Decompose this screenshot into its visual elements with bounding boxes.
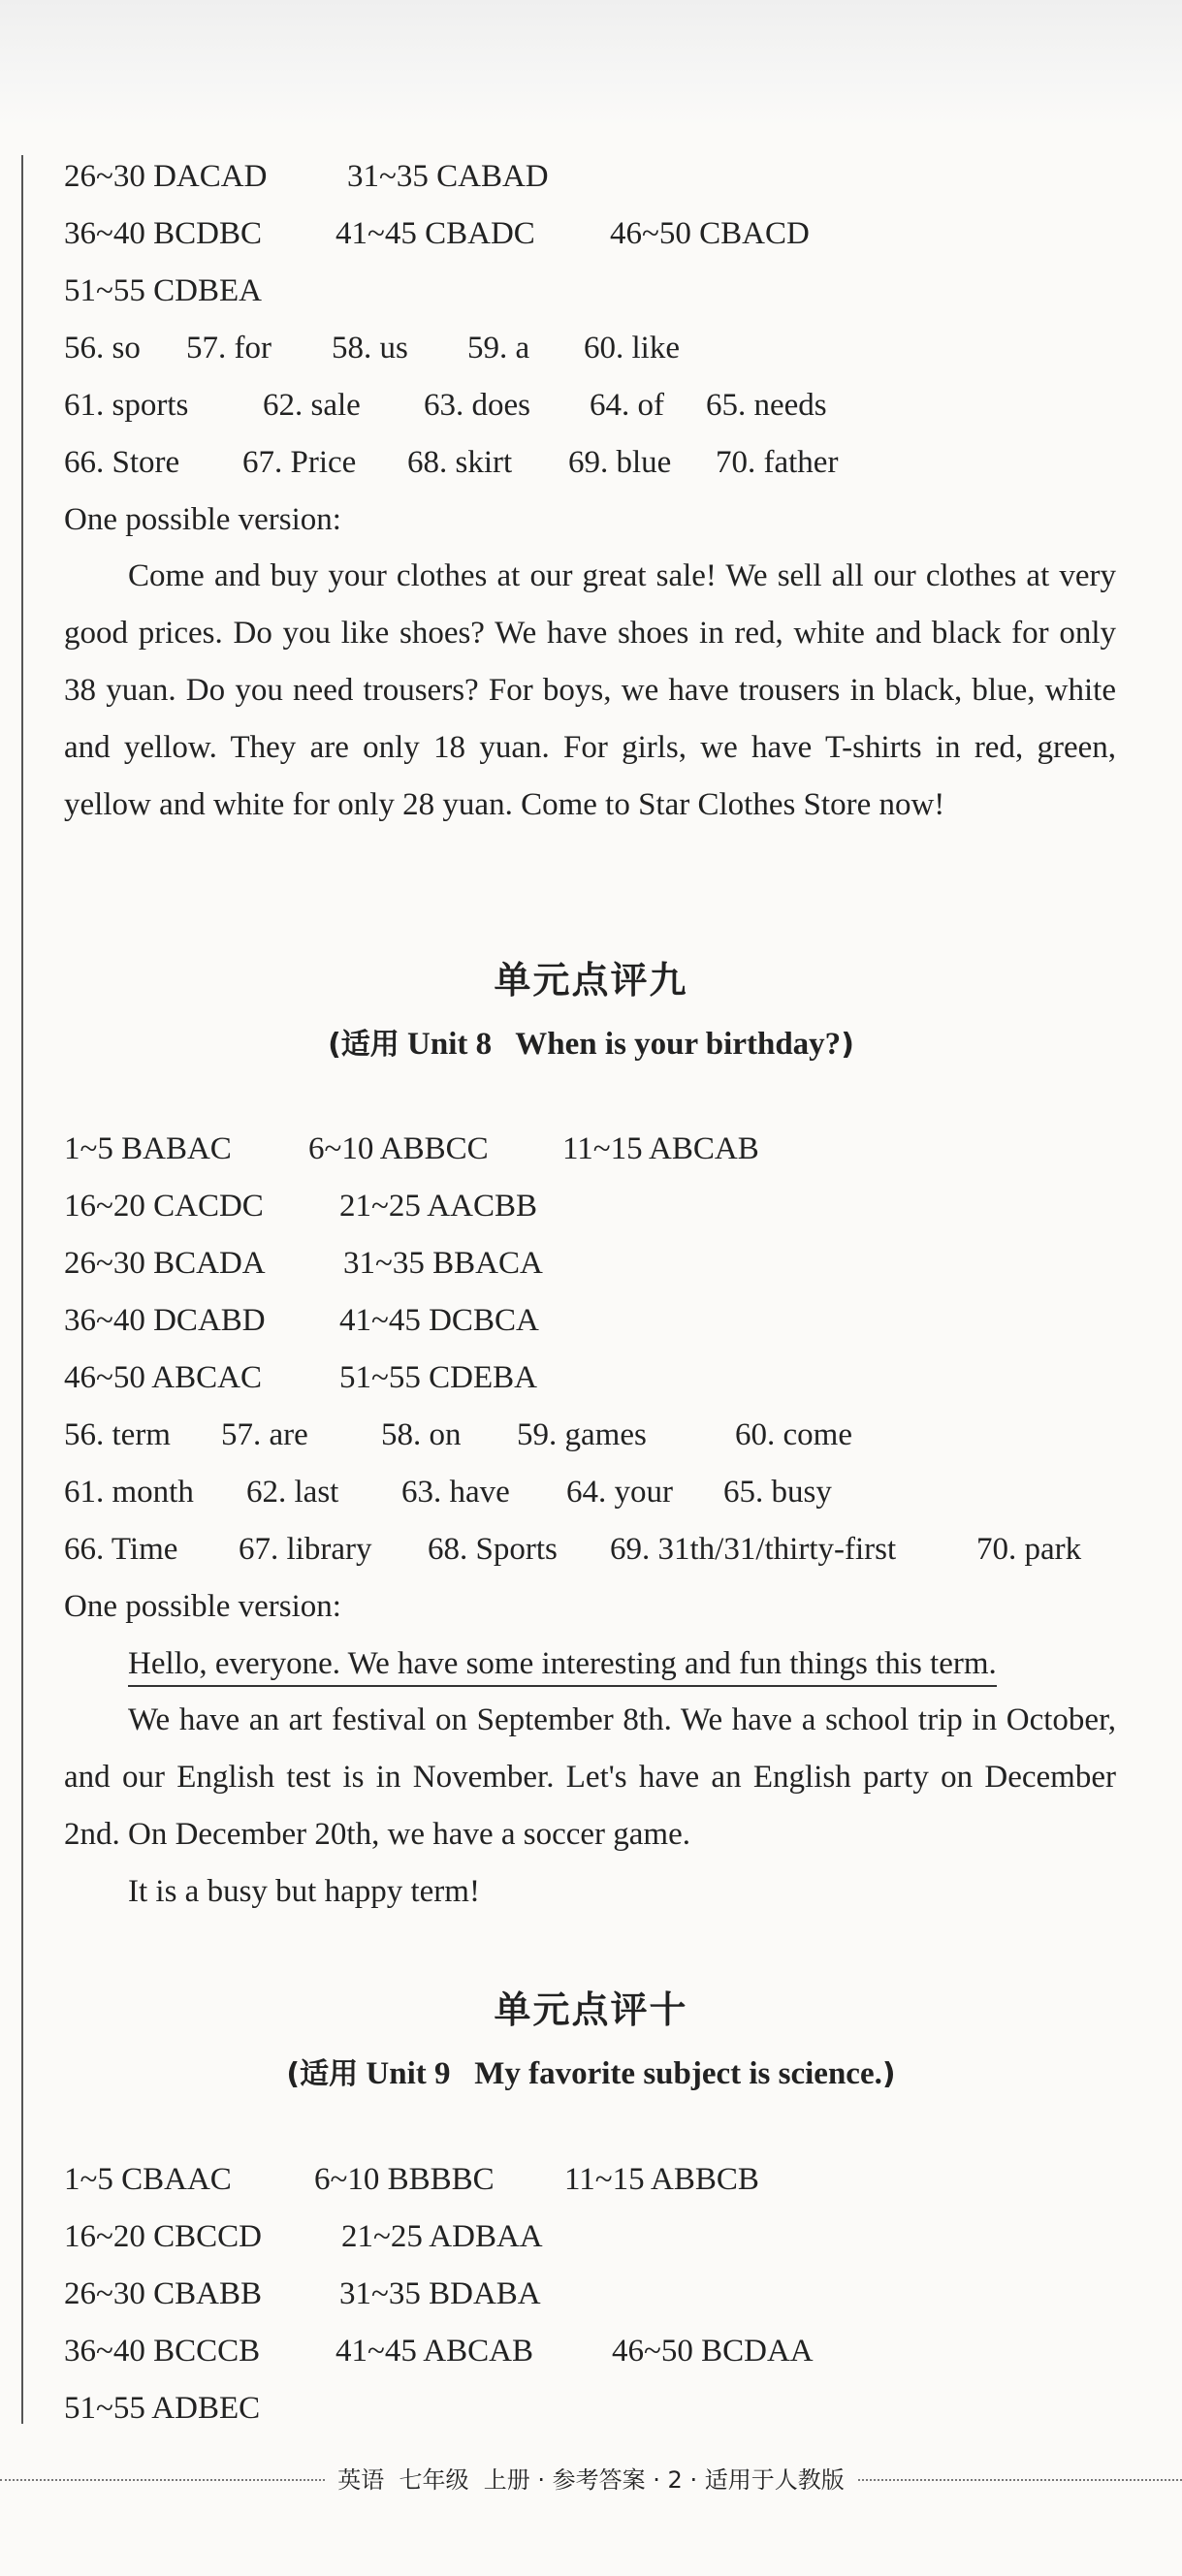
answer-line: 36~40 BCDBC 41~45 CBADC 46~50 CBACD (64, 216, 810, 251)
answer-line: 36~40 DCABD 41~45 DCBCA (64, 1303, 539, 1338)
answer-line: 56. term 57. are 58. on 59. games 60. come (64, 1417, 852, 1452)
answer-line: 16~20 CACDC 21~25 AACBB (64, 1189, 537, 1224)
answer-line: 36~40 BCCCB 41~45 ABCAB 46~50 BCDAA (64, 2334, 814, 2369)
answer-line: 51~55 CDBEA (64, 273, 262, 308)
sample-essay-opening: Hello, everyone. We have some interesting and fun things this term. (128, 1644, 997, 1687)
answer-line: 16~20 CBCCD 21~25 ADBAA (64, 2219, 543, 2254)
unit-review-title: 单元点评九 (494, 959, 688, 1002)
answer-line: 66. Store 67. Price 68. skirt 69. blue 70. father (64, 445, 839, 480)
unit-review-subtitle: (适用 Unit 8 When is your birthday?) (328, 1027, 854, 1062)
answer-line: 26~30 BCADA 31~35 BBACA (64, 1246, 543, 1281)
page-top-shading (0, 0, 1182, 126)
answer-line: 56. so 57. for 58. us 59. a 60. like (64, 331, 680, 366)
answer-line: 26~30 DACAD 31~35 CABAD (64, 159, 549, 194)
version-label: One possible version: (64, 502, 341, 537)
answer-line: 66. Time 67. library 68. Sports 69. 31th/31/thirty-first 70. park (64, 1532, 1082, 1567)
page-footer: 英语 七年级 上册 · 参考答案 · 2 · 适用于人教版 (0, 2461, 1182, 2495)
unit-review-subtitle: (适用 Unit 9 My favorite subject is science.) (286, 2056, 896, 2091)
unit-review-title: 单元点评十 (494, 1988, 688, 2031)
answer-line: 61. month 62. last 63. have 64. your 65. busy (64, 1475, 832, 1510)
version-label: One possible version: (64, 1589, 341, 1624)
answer-line: 51~55 ADBEC (64, 2391, 261, 2426)
sample-essay: Come and buy your clothes at our great sale! We sell all our clothes at very good prices. Do you like shoes? We have shoes in red, white and black for only 38 yuan. Do you need trousers? For boys, we have trousers in black, blue, white and yellow. They are only 18 yuan. For girls, we have T-shirts in red, green, yellow and white for only 28 yuan. Come to Star Clothes Store now! (64, 558, 1116, 822)
sample-essay: We have an art festival on September 8th. We have a school trip in October, and our English test is in November. Let's have an English party on December 2nd. On December 20th, we have a soccer game. It is a busy but happy term! (64, 1702, 1116, 1909)
answer-line: 1~5 CBAAC 6~10 BBBBC 11~15 ABBCB (64, 2162, 759, 2197)
answer-line: 61. sports 62. sale 63. does 64. of 65. needs (64, 388, 827, 423)
answer-line: 46~50 ABCAC 51~55 CDEBA (64, 1360, 537, 1395)
answer-line: 1~5 BABAC 6~10 ABBCC 11~15 ABCAB (64, 1131, 759, 1166)
answer-line: 26~30 CBABB 31~35 BDABA (64, 2276, 541, 2311)
